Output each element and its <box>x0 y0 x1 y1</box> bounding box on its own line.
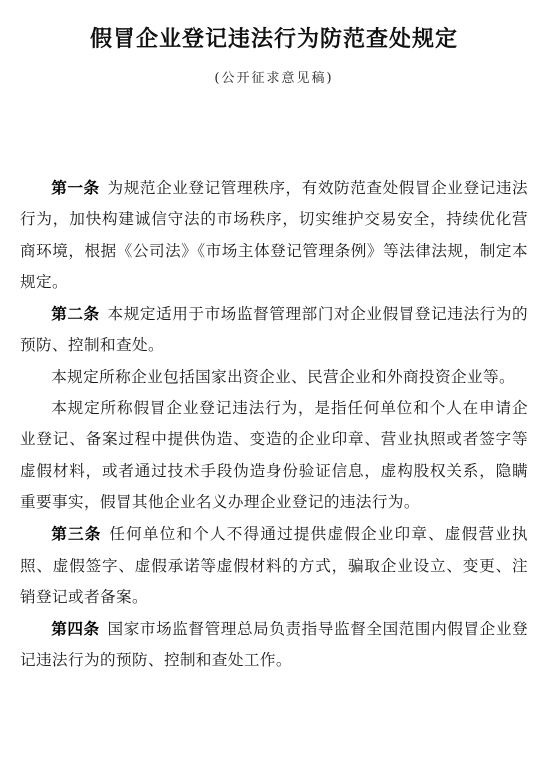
document-subtitle: (公开征求意见稿) <box>214 71 334 86</box>
article-text: 国家市场监督管理总局负责指导监督全国范围内假冒企业登记违法行为的预防、控制和查处工作。 <box>20 620 529 670</box>
article-text: 本规定适用于市场监督管理部门对企业假冒登记违法行为的预防、控制和查处。 <box>20 305 529 355</box>
article-heading: 第三条 <box>51 524 102 544</box>
article-1 <box>20 172 528 298</box>
document-body <box>20 172 528 677</box>
article-text: 为规范企业登记管理秩序，有效防范查处假冒企业登记违法行为，加快构建诚信守法的市场秩序，切实维护交易安全，持续优化营商环境，根据《公司法》《市场主体登记管理条例》等法律法规，制定本规定。 <box>20 179 529 291</box>
article-2 <box>20 298 528 362</box>
article-2-paragraph: 本规定所称企业包括国家出资企业、民营企业和外商投资企业等。 <box>51 367 516 386</box>
article-heading: 第一条 <box>51 178 100 197</box>
article-text: 任何单位和个人不得通过提供虚假企业印章、虚假营业执照、虚假签字、虚假承诺等虚假材料的方式，骗取企业设立、变更、注销登记或者备案。 <box>20 525 528 606</box>
article-heading: 第四条 <box>51 619 100 639</box>
article-heading: 第二条 <box>51 304 100 324</box>
article-4 <box>20 613 528 677</box>
document-title: 假冒企业登记违法行为防范查处规定 <box>89 26 458 52</box>
article-3 <box>20 518 528 613</box>
article-2-paragraph: 本规定所称假冒企业登记违法行为，是指任何单位和个人在申请企业登记、备案过程中提供伪造、变造的企业印章、营业执照或者签字等虚假材料，或者通过技术手段伪造身份验证信息，虚构股权关系，隐瞒重要事实，假冒其他企业名义办理企业登记的违法行为。 <box>20 399 528 511</box>
